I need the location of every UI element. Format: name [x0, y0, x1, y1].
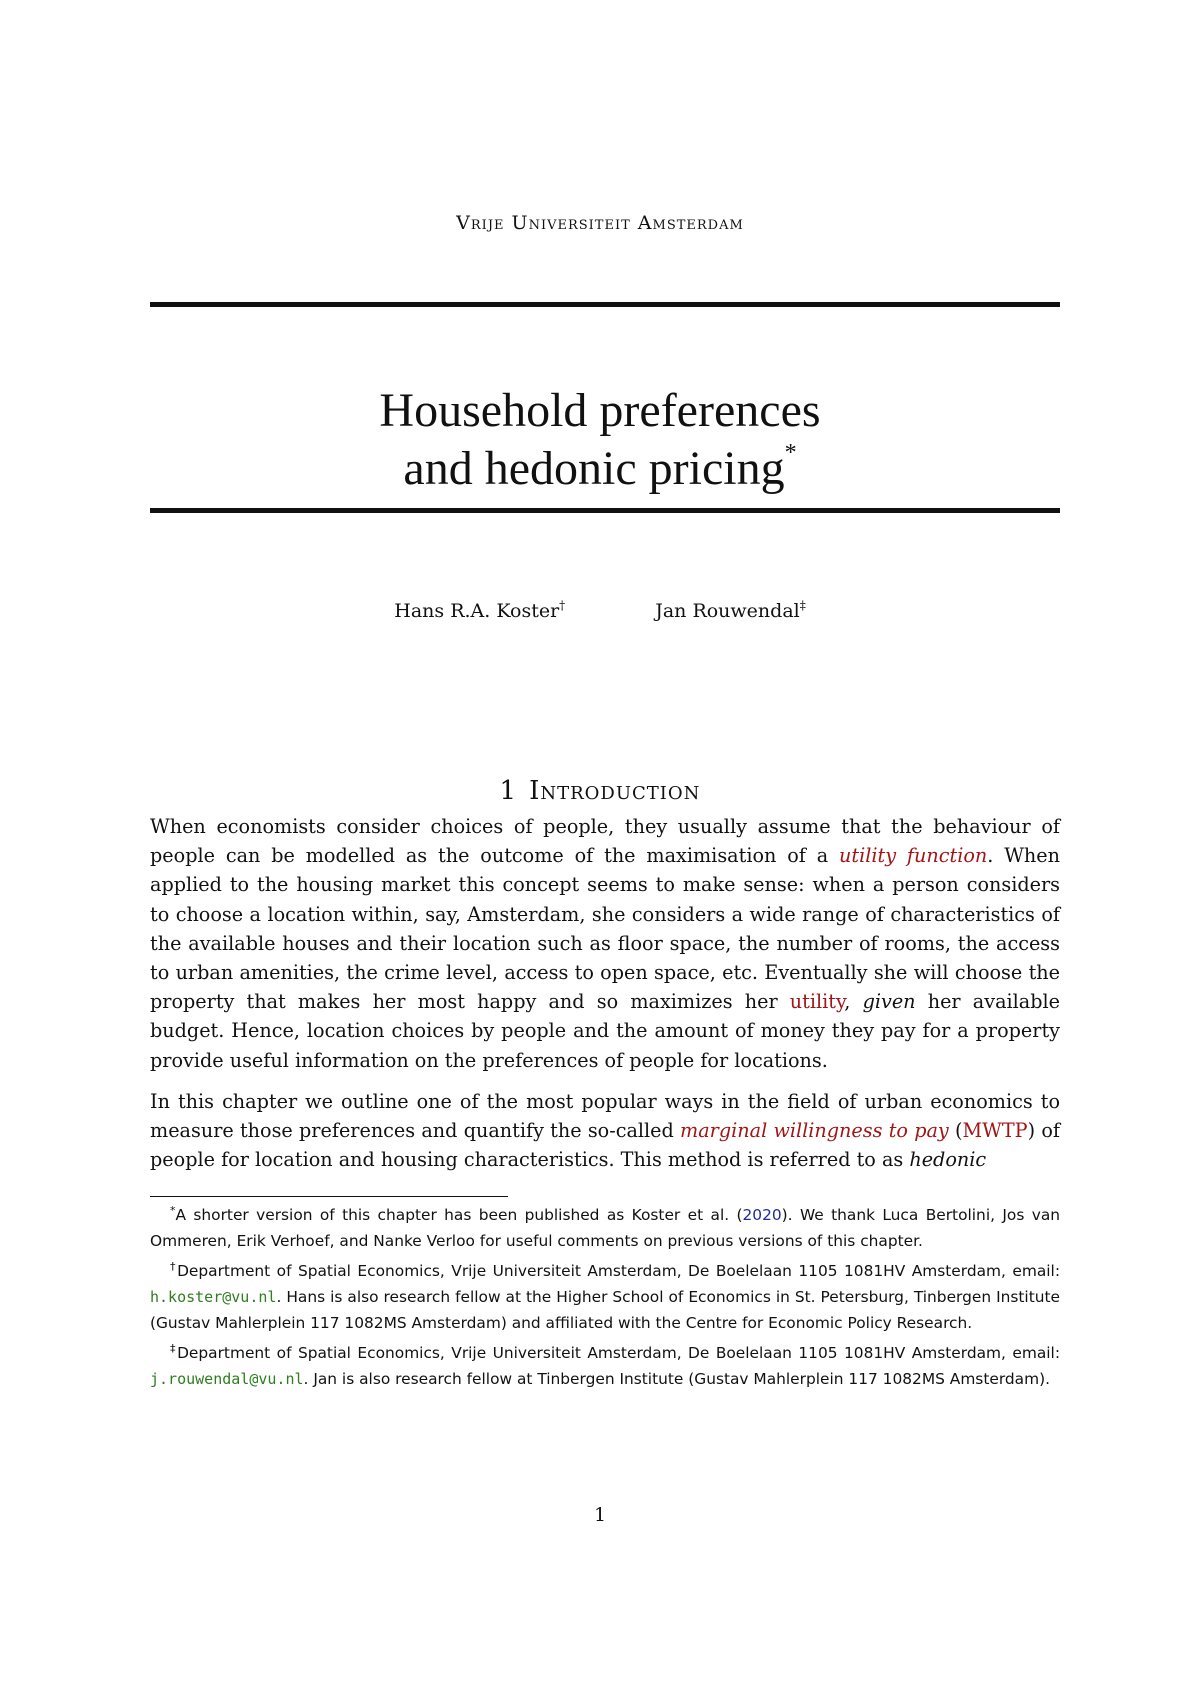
text-run: her available budget. Hence, location choices by people and the amount of money they pay for a property provide useful information on the preferences of people for locations. — [150, 990, 1060, 1072]
text-run: Department of Spatial Economics, Vrije Universiteit Amsterdam, De Boelelaan 1105 1081HV Amsterdam, email: — [177, 1262, 1060, 1280]
citation-link[interactable]: 2020 — [742, 1206, 782, 1224]
page-number: 1 — [593, 1504, 607, 1526]
footnotes — [150, 1202, 1060, 1396]
text-run: ). We thank Luca Bertolini, Jos van Ommeren, Erik Verhoef, and Nanke Verloo for useful comments on previous versions of this chapter. — [150, 1206, 1061, 1250]
title-footnote-mark[interactable]: * — [784, 440, 797, 467]
emphasis-text: hedonic — [909, 1148, 987, 1172]
email-link[interactable]: j.rouwendal@vu.nl — [150, 1370, 304, 1388]
title-line-2-text: and hedonic pricing — [403, 442, 785, 496]
body-text — [150, 812, 1060, 1186]
text-run: , — [844, 990, 863, 1014]
footnote — [150, 1202, 1060, 1254]
footnote-separator — [150, 1196, 508, 1197]
footnote-mark: † — [170, 1259, 178, 1273]
author-name: Hans R.A. Koster — [394, 600, 560, 622]
paragraph — [150, 812, 1060, 1075]
institution-header: Vrije Universiteit Amsterdam — [456, 212, 744, 234]
section-heading — [0, 776, 1200, 806]
title-line-1: Household preferences — [379, 384, 821, 438]
text-run: Department of Spatial Economics, Vrije Universiteit Amsterdam, De Boelelaan 1105 1081HV Amsterdam, email: — [177, 1344, 1060, 1362]
text-run: A shorter version of this chapter has been published as Koster et al. ( — [175, 1206, 743, 1224]
paper-title — [0, 382, 1200, 498]
glossary-link-utility[interactable]: utility — [789, 990, 845, 1014]
author-rouwendal — [655, 600, 806, 622]
email-link[interactable]: h.koster@vu.nl — [150, 1288, 277, 1306]
section-title: Introduction — [529, 775, 701, 806]
author-name: Jan Rouwendal — [655, 600, 800, 622]
text-run: In this chapter we outline one of the most popular ways in the field of urban economics to measure those preferences and quantify the so-called — [150, 1089, 1060, 1143]
author-list — [0, 600, 1200, 622]
emphasis-text: given — [862, 990, 916, 1014]
text-run: . When applied to the housing market this concept seems to make sense: when a person considers to choose a location within, say, Amsterdam, she considers a wide range of characteristics of the available houses and their location such as floor space, the number of rooms, the access to urban amenities, the crime level, access to open space, etc. Eventually she will choose the property that makes her most happy and so maximizes her — [150, 844, 1060, 1014]
text-run: . Jan is also research fellow at Tinbergen Institute (Gustav Mahlerplein 117 1082MS Amsterdam). — [303, 1370, 1050, 1388]
footnote — [150, 1340, 1060, 1392]
glossary-link-utility-function[interactable]: utility function — [839, 844, 988, 868]
author-koster — [394, 600, 565, 622]
text-run: ( — [948, 1119, 963, 1143]
author-footnote-mark[interactable]: ‡ — [799, 598, 806, 613]
text-run: When economists consider choices of people, they usually assume that the behaviour of people can be modelled as the outcome of the maximisation of a — [150, 815, 1060, 868]
footnote — [150, 1258, 1060, 1336]
text-run: ) of people for location and housing characteristics. This method is referred to as — [150, 1119, 1060, 1172]
title-top-rule — [150, 302, 1060, 307]
author-footnote-mark[interactable]: † — [559, 598, 566, 613]
footnote-mark: * — [170, 1203, 176, 1217]
glossary-link-mwtp[interactable]: marginal willingness to pay — [680, 1119, 949, 1143]
title-line-2 — [0, 440, 1200, 498]
section-number: 1 — [499, 775, 518, 806]
text-run: . Hans is also research fellow at the Higher School of Economics in St. Petersburg, Tinbergen Institute (Gustav Mahlerplein 117 1082MS Amsterdam) and affiliated with the Centre for Economic Policy Research. — [150, 1288, 1060, 1332]
acronym-link-mwtp[interactable]: MWTP — [962, 1119, 1028, 1143]
footnote-mark: ‡ — [170, 1341, 178, 1355]
title-bottom-rule — [150, 508, 1060, 513]
paragraph — [150, 1087, 1060, 1175]
